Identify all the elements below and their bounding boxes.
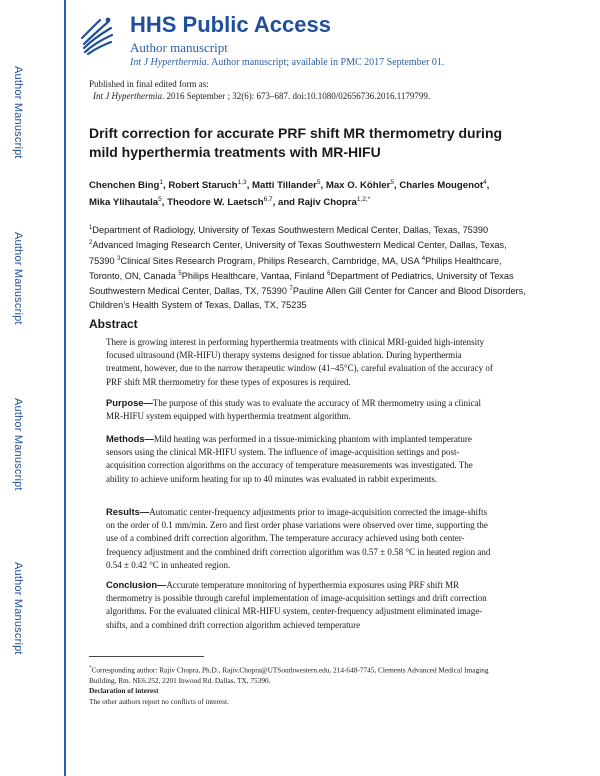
purpose-label: Purpose—	[106, 397, 153, 408]
sidebar-label: Author Manuscript	[12, 562, 24, 655]
publication-info	[89, 78, 430, 102]
declaration-text: The other authors report no conflicts of interest.	[89, 697, 229, 706]
footnote-divider	[89, 656, 204, 657]
author: Chenchen Bing$^1$,	[89, 179, 169, 192]
affiliations: $^1$Department of Radiology, University of Texas Southwestern Medical Center, Dallas, Texas, 75390 $^2$Advanced Imaging Research Center, University of Texas Southwestern Medical Center, Dallas, Texas, 75390 $^3$Clinical Sites Research Program, Philips Research, Cambridge, MA, USA $^4$Philips Healthcare, Toronto, ON, Canada $^5$Philips Healthcare, Vantaa, Finland $^6$Department of Pediatrics, University of Texas Southwestern Medical Center, Dallas, TX, 75390 $^7$Pauline Allen Gill Center for Cancer and Blood Disorders, Children’s Health System of Texas, Dallas, TX, 75235	[89, 225, 526, 310]
citation-journal: Int J Hyperthermia	[93, 91, 162, 101]
author: Robert Staruch$^{1,3}$,	[168, 179, 253, 192]
sidebar-label: Author Manuscript	[12, 66, 24, 159]
citation	[89, 90, 430, 102]
corresponding-author-note: *Corresponding author: Rajiv Chopra, Ph.D., Rajiv.Chopra@UTSouthwestern.edu, 214-648-7745, Clements Advanced Medical Imaging Building, Rm. NE6.252, 2201 Inwood Rd. Dallas, TX, 75390.	[89, 665, 489, 685]
availability-line	[130, 57, 444, 68]
author: Theodore W. Laetsch$^{6,7}$, and	[167, 196, 298, 209]
abstract-heading: Abstract	[89, 317, 138, 331]
manuscript-label: Author manuscript	[130, 40, 228, 55]
sidebar-label: Author Manuscript	[12, 398, 24, 491]
hhs-eagle-logo-icon	[78, 14, 116, 56]
author-list	[89, 176, 529, 210]
hhs-title: HHS Public Access	[130, 12, 331, 37]
sidebar-label: Author Manuscript	[12, 232, 24, 325]
author: Rajiv Chopra$^{1,2,*}$	[297, 196, 371, 209]
author: Mika Ylihautala$^5$,	[89, 196, 168, 209]
author: Matti Tillander$^5$,	[252, 179, 326, 192]
abstract-methods: Methods—Mild heating was performed in a tissue-mimicking phantom with implanted temperature sensors using the clinical MR-HIFU system. The influence of image-acquisition settings and post-acquisition correction algorithms on the accuracy of temperature measurements was investigated. The ability to achieve uniform heating for up to 40 minutes was evaluated in rabbit experiments.	[106, 433, 473, 484]
abstract-results: Results—Automatic center-frequency adjustments prior to image-acquisition corrected the image-shifts on the order of 0.1 mm/min. Zero and first order phase variations were observed over time, supporting the use of a combined drift correction algorithm. The temperature accuracy achieved using both center-frequency adjustment and the combined drift correction algorithm was 0.57 ± 0.58 °C in heated region and 0.54 ± 0.42 °C in unheated region.	[106, 506, 491, 570]
abstract-purpose: Purpose—The purpose of this study was to evaluate the accuracy of MR thermometry using a clinical MR-HIFU system equipped with hyperthermia treatment algorithm.	[106, 397, 482, 422]
article-title: Drift correction for accurate PRF shift MR thermometry during mild hyperthermia treatments with MR-HIFU	[89, 125, 503, 160]
journal-name: Int J Hyperthermia	[130, 57, 207, 68]
conclusion-label: Conclusion—	[106, 579, 167, 590]
author: Max O. Köhler$^5$,	[325, 179, 400, 192]
abstract-conclusion: Conclusion—Accurate temperature monitoring of hyperthermia exposures using PRF shift MR thermometry is possible through careful implementation of image-acquisition settings and drift correction algorithms. For the evaluated clinical MR-HIFU system, center-frequency adjustment eliminated image-shifts, and a combined drift correction algorithm achieved temperature	[106, 579, 487, 630]
citation-text: . 2016 September ; 32(6): 673–687. doi:10.1080/02656736.2016.1179799.	[161, 91, 431, 101]
author: Charles Mougenot$^4$,	[399, 179, 490, 192]
availability-text: . Author manuscript; available in PMC 2017 September 01.	[206, 57, 445, 68]
results-label: Results—	[106, 506, 150, 517]
declaration-heading: Declaration of interest	[89, 686, 159, 695]
sidebar-rule	[64, 0, 66, 776]
abstract-intro: There is growing interest in performing hyperthermia treatments with clinical MRI-guided high-intensity focused ultrasound (MR-HIFU) therapy systems designed for tissue ablation. During hyperthermia treatment, however, due to the narrow therapeutic window (41–45°C), careful evaluation of the accuracy of PRF shift MR thermometry for these types of exposures is required.	[106, 337, 493, 387]
publication-label: Published in final edited form as:	[89, 79, 209, 89]
methods-label: Methods—	[106, 433, 154, 444]
